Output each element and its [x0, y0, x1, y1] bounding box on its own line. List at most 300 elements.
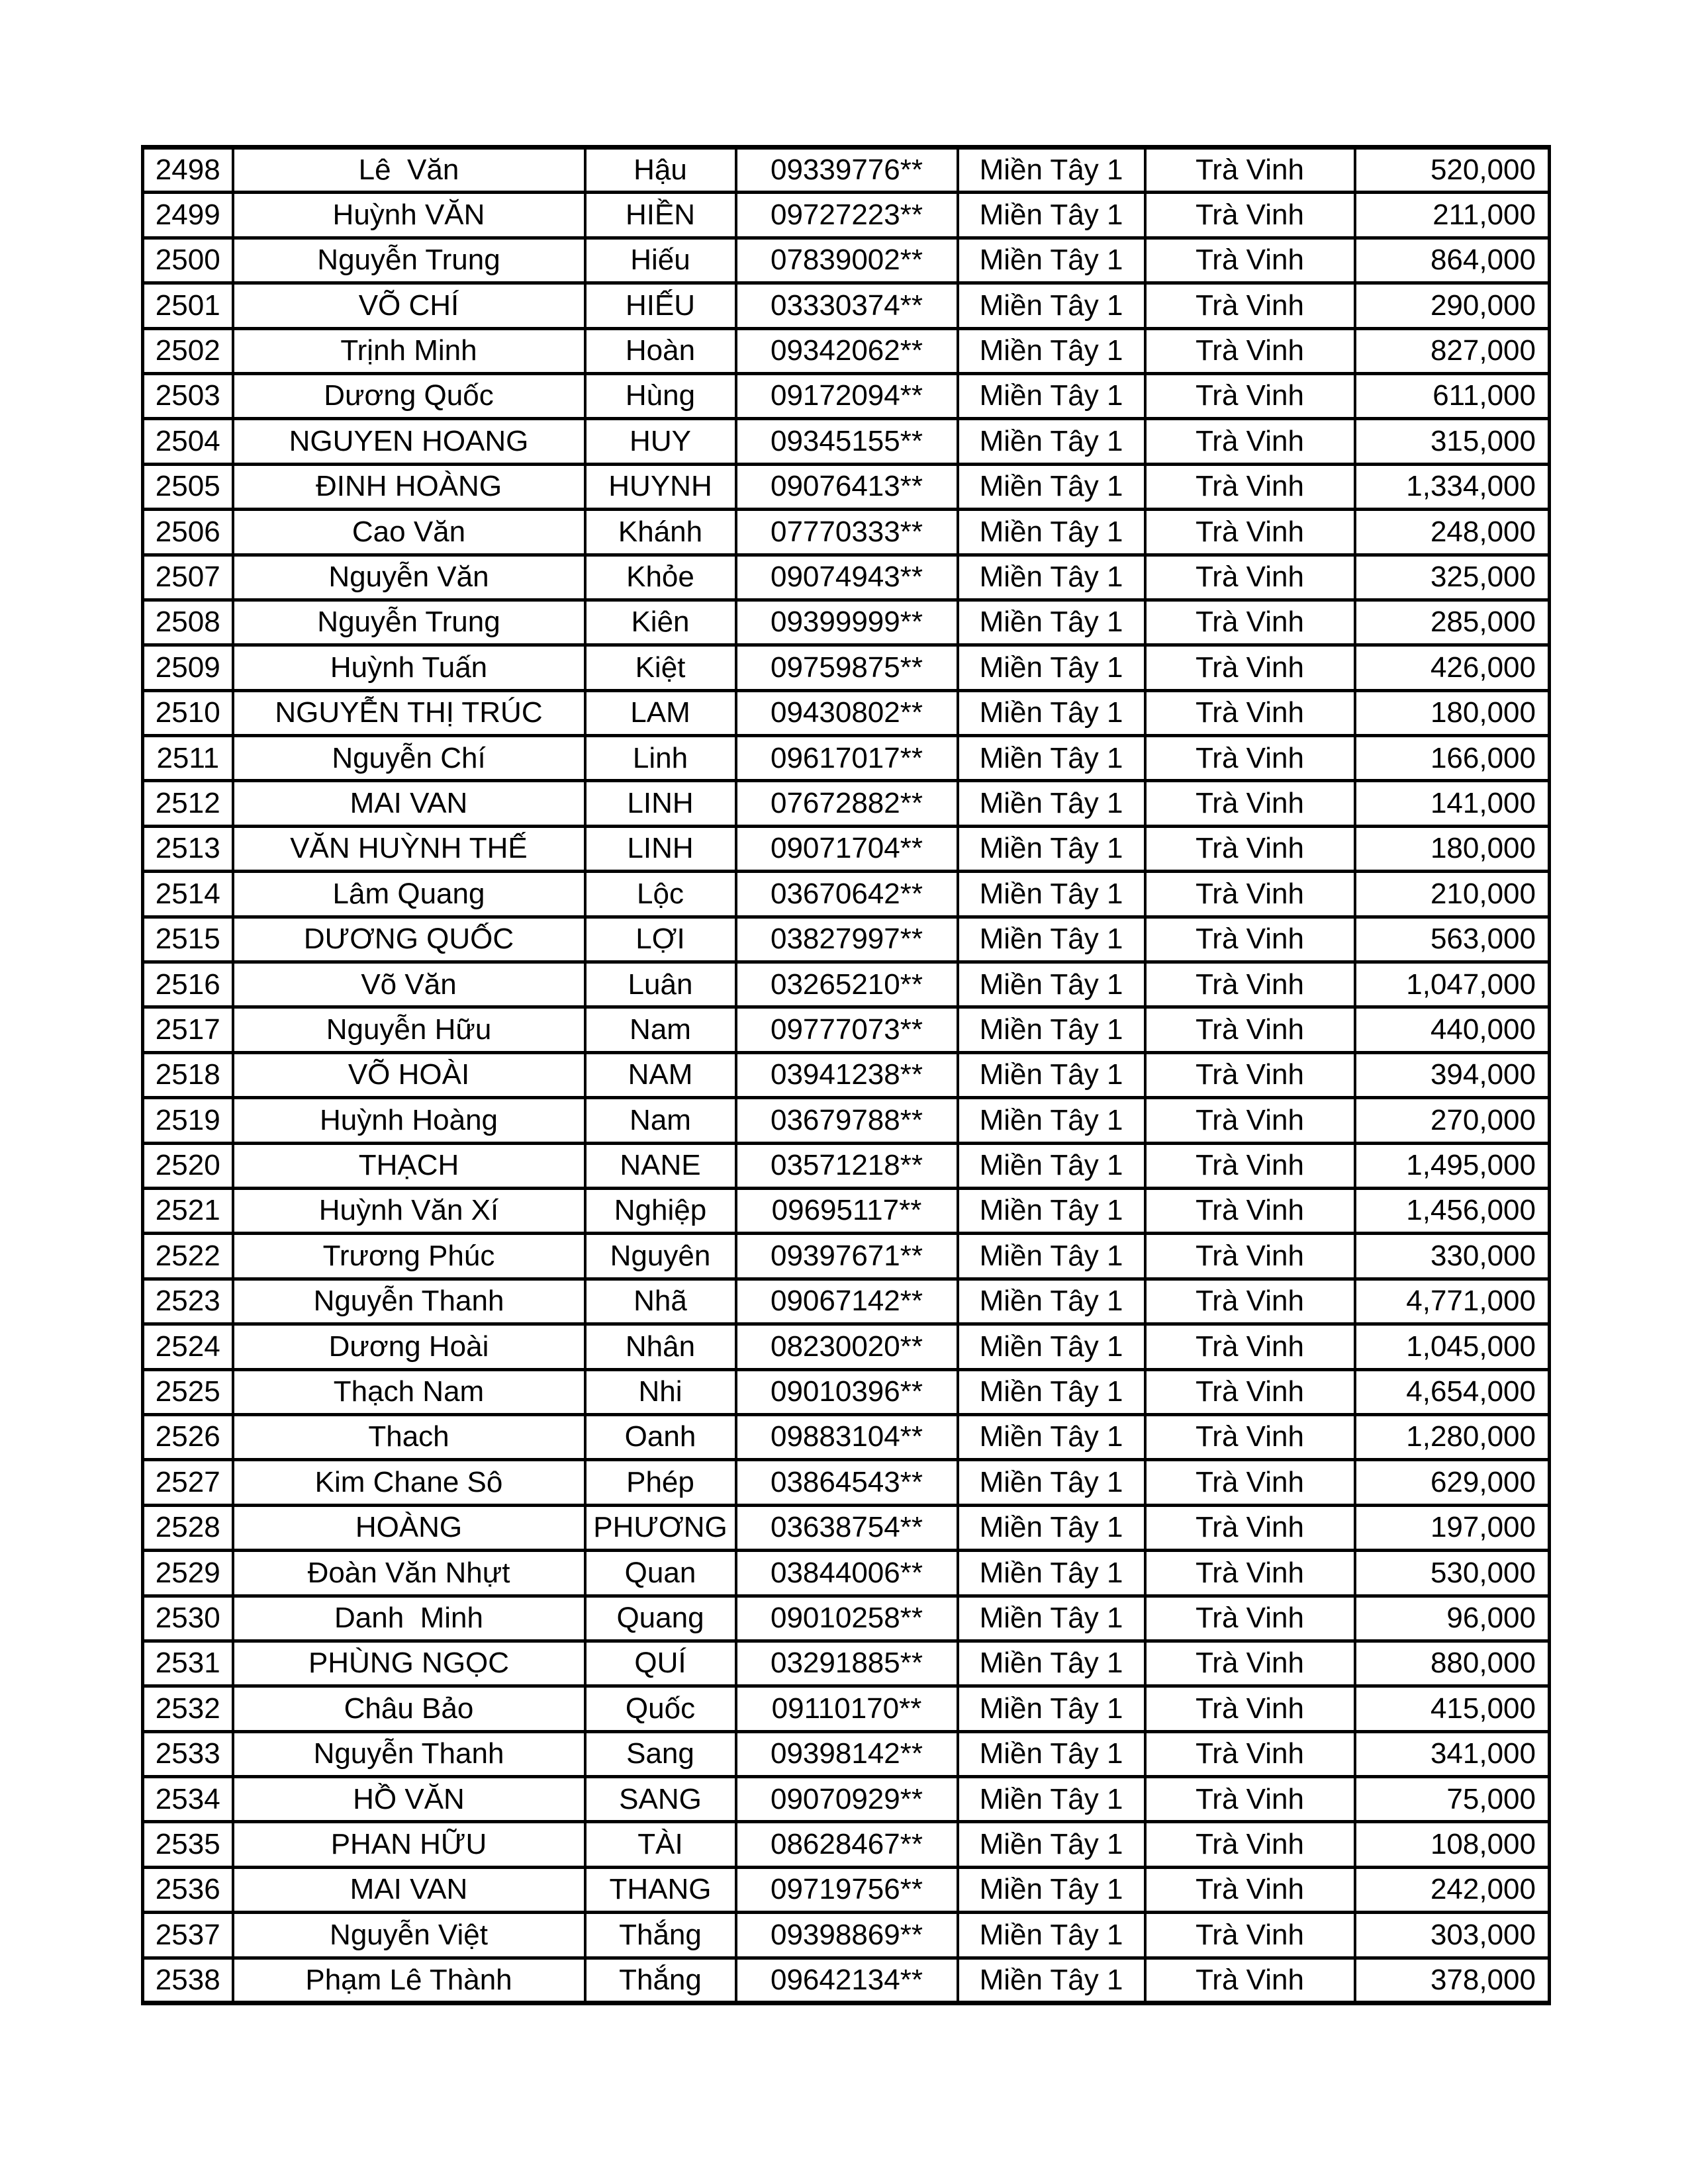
cell-last-name: LINH: [585, 781, 736, 826]
cell-first-name: Châu Bảo: [233, 1686, 585, 1731]
table-row: [143, 1188, 1550, 1233]
cell-phone: 09071704**: [736, 826, 958, 871]
table-row: [143, 1731, 1550, 1776]
cell-province: Trà Vinh: [1145, 1007, 1355, 1052]
cell-last-name: Nghiệp: [585, 1188, 736, 1233]
table-row: [143, 962, 1550, 1007]
cell-amount: 242,000: [1355, 1867, 1550, 1912]
cell-last-name: LINH: [585, 826, 736, 871]
cell-province: Trà Vinh: [1145, 1279, 1355, 1324]
member-amount-table: [141, 145, 1551, 2005]
cell-last-name: Khỏe: [585, 555, 736, 600]
cell-id: 2527: [143, 1460, 233, 1505]
cell-amount: 341,000: [1355, 1731, 1550, 1776]
cell-last-name: Nhân: [585, 1324, 736, 1369]
cell-first-name: Trịnh Minh: [233, 328, 585, 373]
cell-phone: 09398869**: [736, 1913, 958, 1958]
table-row: [143, 1822, 1550, 1867]
cell-region: Miền Tây 1: [958, 781, 1145, 826]
table-row: [143, 1913, 1550, 1958]
cell-province: Trà Vinh: [1145, 1958, 1355, 2003]
cell-phone: 09067142**: [736, 1279, 958, 1324]
cell-phone: 03638754**: [736, 1505, 958, 1550]
cell-phone: 03291885**: [736, 1641, 958, 1686]
cell-region: Miền Tây 1: [958, 419, 1145, 464]
cell-amount: 611,000: [1355, 373, 1550, 418]
cell-phone: 09399999**: [736, 600, 958, 645]
cell-first-name: Võ Văn: [233, 962, 585, 1007]
cell-amount: 1,280,000: [1355, 1414, 1550, 1459]
table-row: [143, 872, 1550, 917]
cell-last-name: Nam: [585, 1007, 736, 1052]
cell-province: Trà Vinh: [1145, 1686, 1355, 1731]
table-row: [143, 1052, 1550, 1097]
table-row: [143, 1143, 1550, 1188]
cell-first-name: Trương Phúc: [233, 1234, 585, 1279]
cell-province: Trà Vinh: [1145, 600, 1355, 645]
table-row: [143, 1686, 1550, 1731]
cell-amount: 96,000: [1355, 1596, 1550, 1641]
cell-province: Trà Vinh: [1145, 1460, 1355, 1505]
cell-amount: 415,000: [1355, 1686, 1550, 1731]
cell-id: 2535: [143, 1822, 233, 1867]
cell-province: Trà Vinh: [1145, 645, 1355, 690]
cell-last-name: HIỀN: [585, 193, 736, 238]
table-row: [143, 1098, 1550, 1143]
cell-region: Miền Tây 1: [958, 1777, 1145, 1822]
cell-first-name: DƯƠNG QUỐC: [233, 917, 585, 962]
cell-amount: 166,000: [1355, 736, 1550, 781]
cell-last-name: LAM: [585, 690, 736, 735]
cell-last-name: LỢI: [585, 917, 736, 962]
table-row: [143, 645, 1550, 690]
cell-last-name: Linh: [585, 736, 736, 781]
cell-phone: 09076413**: [736, 464, 958, 509]
cell-amount: 285,000: [1355, 600, 1550, 645]
cell-last-name: HUYNH: [585, 464, 736, 509]
cell-first-name: Danh Minh: [233, 1596, 585, 1641]
cell-phone: 03679788**: [736, 1098, 958, 1143]
cell-region: Miền Tây 1: [958, 328, 1145, 373]
cell-phone: 08628467**: [736, 1822, 958, 1867]
cell-region: Miền Tây 1: [958, 1052, 1145, 1097]
table-row: [143, 1460, 1550, 1505]
cell-id: 2526: [143, 1414, 233, 1459]
cell-region: Miền Tây 1: [958, 1369, 1145, 1414]
cell-region: Miền Tây 1: [958, 962, 1145, 1007]
table-row: [143, 1596, 1550, 1641]
cell-province: Trà Vinh: [1145, 193, 1355, 238]
cell-region: Miền Tây 1: [958, 1188, 1145, 1233]
cell-region: Miền Tây 1: [958, 1822, 1145, 1867]
cell-province: Trà Vinh: [1145, 826, 1355, 871]
table-row: [143, 1414, 1550, 1459]
cell-region: Miền Tây 1: [958, 600, 1145, 645]
cell-id: 2530: [143, 1596, 233, 1641]
cell-last-name: Kiên: [585, 600, 736, 645]
cell-amount: 1,045,000: [1355, 1324, 1550, 1369]
cell-first-name: Nguyễn Chí: [233, 736, 585, 781]
cell-id: 2516: [143, 962, 233, 1007]
cell-province: Trà Vinh: [1145, 1822, 1355, 1867]
cell-id: 2525: [143, 1369, 233, 1414]
table-row: [143, 1007, 1550, 1052]
cell-first-name: NGUYỄN THỊ TRÚC: [233, 690, 585, 735]
cell-id: 2508: [143, 600, 233, 645]
cell-id: 2521: [143, 1188, 233, 1233]
cell-phone: 07672882**: [736, 781, 958, 826]
cell-id: 2509: [143, 645, 233, 690]
cell-amount: 1,456,000: [1355, 1188, 1550, 1233]
cell-province: Trà Vinh: [1145, 1234, 1355, 1279]
cell-first-name: Huỳnh Tuấn: [233, 645, 585, 690]
cell-amount: 520,000: [1355, 148, 1550, 193]
table-row: [143, 510, 1550, 555]
table-row: [143, 826, 1550, 871]
cell-last-name: Nguyên: [585, 1234, 736, 1279]
cell-phone: 03265210**: [736, 962, 958, 1007]
cell-id: 2529: [143, 1551, 233, 1596]
cell-phone: 09074943**: [736, 555, 958, 600]
cell-last-name: Luân: [585, 962, 736, 1007]
cell-province: Trà Vinh: [1145, 1731, 1355, 1776]
cell-first-name: MAI VAN: [233, 1867, 585, 1912]
table-row: [143, 1641, 1550, 1686]
cell-id: 2503: [143, 373, 233, 418]
cell-first-name: ĐINH HOÀNG: [233, 464, 585, 509]
cell-phone: 03330374**: [736, 283, 958, 328]
cell-first-name: Nguyễn Thanh: [233, 1731, 585, 1776]
cell-last-name: Hiếu: [585, 238, 736, 283]
cell-last-name: Phép: [585, 1460, 736, 1505]
cell-phone: 09345155**: [736, 419, 958, 464]
cell-id: 2537: [143, 1913, 233, 1958]
cell-amount: 290,000: [1355, 283, 1550, 328]
cell-phone: 09727223**: [736, 193, 958, 238]
cell-last-name: Hậu: [585, 148, 736, 193]
cell-first-name: Cao Văn: [233, 510, 585, 555]
cell-region: Miền Tây 1: [958, 1596, 1145, 1641]
cell-first-name: Thach: [233, 1414, 585, 1459]
cell-phone: 09010396**: [736, 1369, 958, 1414]
cell-last-name: Sang: [585, 1731, 736, 1776]
cell-first-name: MAI VAN: [233, 781, 585, 826]
cell-region: Miền Tây 1: [958, 510, 1145, 555]
cell-last-name: Hùng: [585, 373, 736, 418]
cell-last-name: NAM: [585, 1052, 736, 1097]
cell-id: 2519: [143, 1098, 233, 1143]
cell-amount: 75,000: [1355, 1777, 1550, 1822]
table-row: [143, 736, 1550, 781]
cell-id: 2520: [143, 1143, 233, 1188]
table-row: [143, 1505, 1550, 1550]
cell-first-name: VÕ HOÀI: [233, 1052, 585, 1097]
cell-region: Miền Tây 1: [958, 148, 1145, 193]
cell-amount: 1,047,000: [1355, 962, 1550, 1007]
cell-id: 2523: [143, 1279, 233, 1324]
cell-region: Miền Tây 1: [958, 1551, 1145, 1596]
table-row: [143, 464, 1550, 509]
table-row: [143, 283, 1550, 328]
cell-region: Miền Tây 1: [958, 826, 1145, 871]
cell-id: 2513: [143, 826, 233, 871]
table-row: [143, 600, 1550, 645]
cell-first-name: Nguyễn Việt: [233, 1913, 585, 1958]
cell-phone: 09883104**: [736, 1414, 958, 1459]
cell-first-name: Nguyễn Trung: [233, 600, 585, 645]
cell-last-name: Oanh: [585, 1414, 736, 1459]
cell-province: Trà Vinh: [1145, 962, 1355, 1007]
cell-amount: 4,771,000: [1355, 1279, 1550, 1324]
cell-id: 2533: [143, 1731, 233, 1776]
cell-phone: 09617017**: [736, 736, 958, 781]
cell-first-name: Huỳnh VĂN: [233, 193, 585, 238]
cell-phone: 09010258**: [736, 1596, 958, 1641]
cell-phone: 09759875**: [736, 645, 958, 690]
table-row: [143, 1324, 1550, 1369]
cell-phone: 09070929**: [736, 1777, 958, 1822]
cell-phone: 09110170**: [736, 1686, 958, 1731]
cell-phone: 03941238**: [736, 1052, 958, 1097]
cell-id: 2511: [143, 736, 233, 781]
cell-first-name: VĂN HUỲNH THẾ: [233, 826, 585, 871]
table-row: [143, 1369, 1550, 1414]
table-body: [143, 148, 1550, 2003]
cell-first-name: Lê Văn: [233, 148, 585, 193]
cell-amount: 827,000: [1355, 328, 1550, 373]
cell-last-name: NANE: [585, 1143, 736, 1188]
cell-id: 2538: [143, 1958, 233, 2003]
table-row: [143, 917, 1550, 962]
cell-region: Miền Tây 1: [958, 1867, 1145, 1912]
cell-last-name: HUY: [585, 419, 736, 464]
cell-last-name: Thắng: [585, 1958, 736, 2003]
cell-first-name: PHÙNG NGỌC: [233, 1641, 585, 1686]
cell-amount: 1,334,000: [1355, 464, 1550, 509]
cell-phone: 07839002**: [736, 238, 958, 283]
cell-region: Miền Tây 1: [958, 1279, 1145, 1324]
cell-phone: 09397671**: [736, 1234, 958, 1279]
cell-id: 2528: [143, 1505, 233, 1550]
cell-first-name: NGUYEN HOANG: [233, 419, 585, 464]
cell-region: Miền Tây 1: [958, 1505, 1145, 1550]
cell-amount: 864,000: [1355, 238, 1550, 283]
cell-amount: 180,000: [1355, 690, 1550, 735]
cell-region: Miền Tây 1: [958, 1913, 1145, 1958]
cell-province: Trà Vinh: [1145, 555, 1355, 600]
cell-amount: 141,000: [1355, 781, 1550, 826]
table-row: [143, 1958, 1550, 2003]
cell-province: Trà Vinh: [1145, 510, 1355, 555]
cell-first-name: Nguyễn Trung: [233, 238, 585, 283]
cell-province: Trà Vinh: [1145, 1188, 1355, 1233]
cell-first-name: Thạch Nam: [233, 1369, 585, 1414]
cell-region: Miền Tây 1: [958, 464, 1145, 509]
cell-id: 2518: [143, 1052, 233, 1097]
cell-province: Trà Vinh: [1145, 328, 1355, 373]
cell-phone: 09642134**: [736, 1958, 958, 2003]
table-row: [143, 1551, 1550, 1596]
cell-province: Trà Vinh: [1145, 1324, 1355, 1369]
cell-last-name: Quan: [585, 1551, 736, 1596]
cell-last-name: Nhã: [585, 1279, 736, 1324]
cell-amount: 629,000: [1355, 1460, 1550, 1505]
cell-last-name: Nhi: [585, 1369, 736, 1414]
table-row: [143, 781, 1550, 826]
cell-amount: 394,000: [1355, 1052, 1550, 1097]
cell-province: Trà Vinh: [1145, 1867, 1355, 1912]
cell-amount: 880,000: [1355, 1641, 1550, 1686]
cell-id: 2532: [143, 1686, 233, 1731]
cell-province: Trà Vinh: [1145, 1369, 1355, 1414]
cell-id: 2505: [143, 464, 233, 509]
cell-region: Miền Tây 1: [958, 917, 1145, 962]
cell-first-name: HỒ VĂN: [233, 1777, 585, 1822]
table-row: [143, 555, 1550, 600]
cell-region: Miền Tây 1: [958, 736, 1145, 781]
cell-region: Miền Tây 1: [958, 1143, 1145, 1188]
cell-phone: 09777073**: [736, 1007, 958, 1052]
cell-first-name: Kim Chane Sô: [233, 1460, 585, 1505]
cell-region: Miền Tây 1: [958, 1641, 1145, 1686]
cell-province: Trà Vinh: [1145, 1414, 1355, 1459]
cell-region: Miền Tây 1: [958, 238, 1145, 283]
cell-province: Trà Vinh: [1145, 283, 1355, 328]
cell-amount: 210,000: [1355, 872, 1550, 917]
cell-amount: 303,000: [1355, 1913, 1550, 1958]
cell-region: Miền Tây 1: [958, 1731, 1145, 1776]
cell-province: Trà Vinh: [1145, 1913, 1355, 1958]
cell-amount: 248,000: [1355, 510, 1550, 555]
cell-phone: 09719756**: [736, 1867, 958, 1912]
cell-amount: 440,000: [1355, 1007, 1550, 1052]
cell-amount: 325,000: [1355, 555, 1550, 600]
cell-region: Miền Tây 1: [958, 555, 1145, 600]
cell-first-name: Dương Quốc: [233, 373, 585, 418]
table-row: [143, 1279, 1550, 1324]
cell-region: Miền Tây 1: [958, 872, 1145, 917]
cell-last-name: Lộc: [585, 872, 736, 917]
cell-amount: 270,000: [1355, 1098, 1550, 1143]
cell-last-name: QUÍ: [585, 1641, 736, 1686]
cell-last-name: SANG: [585, 1777, 736, 1822]
table-row: [143, 1234, 1550, 1279]
table-row: [143, 690, 1550, 735]
cell-phone: 08230020**: [736, 1324, 958, 1369]
cell-phone: 03571218**: [736, 1143, 958, 1188]
cell-first-name: Nguyễn Hữu: [233, 1007, 585, 1052]
cell-province: Trà Vinh: [1145, 1551, 1355, 1596]
cell-amount: 197,000: [1355, 1505, 1550, 1550]
cell-id: 2531: [143, 1641, 233, 1686]
cell-id: 2499: [143, 193, 233, 238]
cell-region: Miền Tây 1: [958, 1324, 1145, 1369]
cell-province: Trà Vinh: [1145, 1641, 1355, 1686]
cell-first-name: Dương Hoài: [233, 1324, 585, 1369]
cell-id: 2522: [143, 1234, 233, 1279]
cell-province: Trà Vinh: [1145, 1596, 1355, 1641]
cell-province: Trà Vinh: [1145, 1143, 1355, 1188]
cell-last-name: Thắng: [585, 1913, 736, 1958]
cell-amount: 4,654,000: [1355, 1369, 1550, 1414]
cell-amount: 330,000: [1355, 1234, 1550, 1279]
cell-id: 2524: [143, 1324, 233, 1369]
table-row: [143, 1867, 1550, 1912]
cell-amount: 563,000: [1355, 917, 1550, 962]
cell-id: 2506: [143, 510, 233, 555]
cell-last-name: Nam: [585, 1098, 736, 1143]
cell-region: Miền Tây 1: [958, 1958, 1145, 2003]
cell-phone: 03827997**: [736, 917, 958, 962]
cell-region: Miền Tây 1: [958, 1098, 1145, 1143]
cell-province: Trà Vinh: [1145, 917, 1355, 962]
cell-id: 2515: [143, 917, 233, 962]
cell-province: Trà Vinh: [1145, 464, 1355, 509]
cell-id: 2507: [143, 555, 233, 600]
cell-first-name: Huỳnh Văn Xí: [233, 1188, 585, 1233]
cell-last-name: Hoàn: [585, 328, 736, 373]
cell-first-name: THẠCH: [233, 1143, 585, 1188]
cell-region: Miền Tây 1: [958, 373, 1145, 418]
cell-first-name: Phạm Lê Thành: [233, 1958, 585, 2003]
cell-province: Trà Vinh: [1145, 872, 1355, 917]
cell-province: Trà Vinh: [1145, 419, 1355, 464]
cell-last-name: Quang: [585, 1596, 736, 1641]
cell-first-name: PHAN HỮU: [233, 1822, 585, 1867]
cell-province: Trà Vinh: [1145, 1505, 1355, 1550]
cell-last-name: PHƯƠNG: [585, 1505, 736, 1550]
cell-id: 2500: [143, 238, 233, 283]
cell-province: Trà Vinh: [1145, 238, 1355, 283]
cell-amount: 315,000: [1355, 419, 1550, 464]
cell-phone: 03844006**: [736, 1551, 958, 1596]
cell-region: Miền Tây 1: [958, 1460, 1145, 1505]
table-row: [143, 238, 1550, 283]
table-row: [143, 148, 1550, 193]
cell-phone: 09342062**: [736, 328, 958, 373]
cell-region: Miền Tây 1: [958, 1234, 1145, 1279]
cell-phone: 07770333**: [736, 510, 958, 555]
cell-first-name: HOÀNG: [233, 1505, 585, 1550]
cell-region: Miền Tây 1: [958, 645, 1145, 690]
table-row: [143, 1777, 1550, 1822]
cell-id: 2502: [143, 328, 233, 373]
cell-region: Miền Tây 1: [958, 690, 1145, 735]
cell-amount: 180,000: [1355, 826, 1550, 871]
cell-last-name: Khánh: [585, 510, 736, 555]
cell-id: 2498: [143, 148, 233, 193]
cell-last-name: HIẾU: [585, 283, 736, 328]
cell-province: Trà Vinh: [1145, 148, 1355, 193]
cell-amount: 378,000: [1355, 1958, 1550, 2003]
cell-region: Miền Tây 1: [958, 1686, 1145, 1731]
cell-phone: 03670642**: [736, 872, 958, 917]
cell-phone: 09430802**: [736, 690, 958, 735]
cell-amount: 426,000: [1355, 645, 1550, 690]
cell-region: Miền Tây 1: [958, 193, 1145, 238]
cell-id: 2517: [143, 1007, 233, 1052]
cell-amount: 108,000: [1355, 1822, 1550, 1867]
cell-province: Trà Vinh: [1145, 1098, 1355, 1143]
cell-id: 2534: [143, 1777, 233, 1822]
cell-first-name: Nguyễn Thanh: [233, 1279, 585, 1324]
cell-first-name: Huỳnh Hoàng: [233, 1098, 585, 1143]
cell-province: Trà Vinh: [1145, 690, 1355, 735]
cell-last-name: THANG: [585, 1867, 736, 1912]
cell-id: 2536: [143, 1867, 233, 1912]
cell-last-name: Kiệt: [585, 645, 736, 690]
table-row: [143, 373, 1550, 418]
